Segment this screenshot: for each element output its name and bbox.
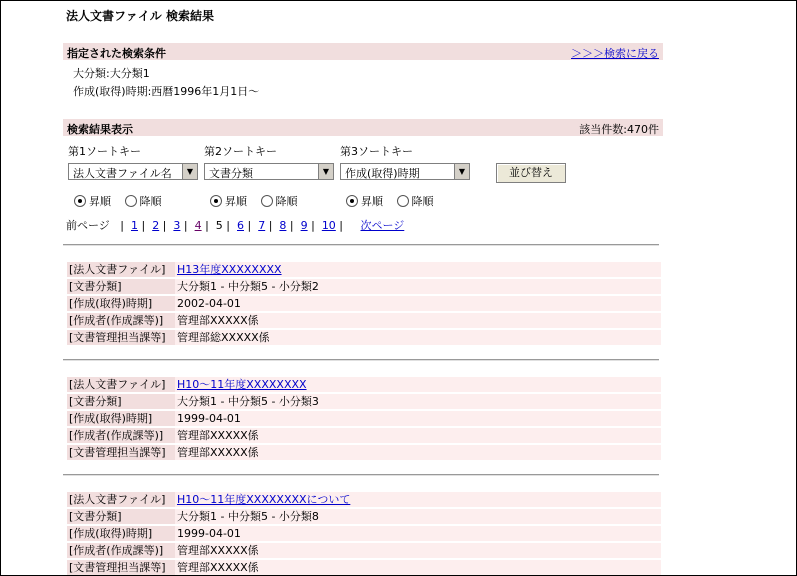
condition-date: 作成(取得)時期:西暦1996年1月1日～ <box>73 85 260 98</box>
divider <box>63 474 659 476</box>
record-key: [法人文書ファイル] <box>67 377 175 392</box>
record-value <box>175 262 661 277</box>
divider <box>63 359 659 361</box>
sort-key-3-order <box>346 193 444 209</box>
record-value: 大分類1 - 中分類5 - 小分類2 <box>175 279 661 294</box>
record-key: [文書管理担当課等] <box>67 330 175 345</box>
current-page: 5 <box>215 219 223 232</box>
sort-key-1-desc-radio[interactable] <box>125 195 137 207</box>
record-key: [法人文書ファイル] <box>67 262 175 277</box>
record-row <box>67 492 659 509</box>
record-key: [文書管理担当課等] <box>67 445 175 460</box>
record-value: 1999-04-01 <box>175 411 661 426</box>
record-key: [作成者(作成課等)] <box>67 313 175 328</box>
record-row <box>67 262 659 279</box>
conditions-header: 指定された検索条件 <box>67 47 166 60</box>
record-value: 管理部XXXXX係 <box>175 445 661 460</box>
result-record <box>67 492 659 576</box>
record-row <box>67 377 659 394</box>
record-value: 管理部XXXXX係 <box>175 543 661 558</box>
record-key: [作成(取得)時期] <box>67 296 175 311</box>
asc-label: 昇順 <box>225 195 247 208</box>
page-link-7[interactable]: 7 <box>258 219 266 232</box>
page-link-8[interactable]: 8 <box>279 219 287 232</box>
sort-key-1-label: 第1ソートキー <box>68 145 141 158</box>
page-link-1[interactable]: 1 <box>130 219 138 232</box>
page-link-9[interactable]: 9 <box>300 219 308 232</box>
record-row <box>67 526 659 543</box>
next-page-link[interactable]: 次ページ <box>360 219 405 232</box>
dropdown-arrow-icon[interactable]: ▼ <box>318 164 333 179</box>
record-key: [作成(取得)時期] <box>67 526 175 541</box>
desc-label: 降順 <box>139 195 162 208</box>
page-link-6[interactable]: 6 <box>237 219 244 232</box>
record-key: [文書管理担当課等] <box>67 560 175 575</box>
record-key: [作成者(作成課等)] <box>67 428 175 443</box>
sort-key-2-value: 文書分類 <box>209 167 253 180</box>
prev-page-label: 前ページ <box>66 219 110 232</box>
record-row <box>67 279 659 296</box>
sort-key-3-value: 作成(取得)時期 <box>345 167 420 180</box>
record-row <box>67 428 659 445</box>
sort-key-1-asc-radio[interactable] <box>74 195 86 207</box>
page-title: 法人文書ファイル 検索結果 <box>66 9 214 23</box>
record-value: 管理部総XXXXX係 <box>175 330 661 345</box>
record-key: [作成(取得)時期] <box>67 411 175 426</box>
asc-label: 昇順 <box>361 195 383 208</box>
record-row <box>67 560 659 576</box>
record-value <box>175 377 661 392</box>
sort-key-3-select[interactable] <box>340 163 470 180</box>
record-key: [文書分類] <box>67 279 175 294</box>
record-value: 2002-04-01 <box>175 296 661 311</box>
sort-key-3-desc-radio[interactable] <box>397 195 409 207</box>
record-value: 管理部XXXXX係 <box>175 428 661 443</box>
record-row <box>67 411 659 428</box>
record-key: [文書分類] <box>67 394 175 409</box>
back-to-search-link[interactable]: ＞＞＞検索に戻る <box>571 47 659 60</box>
result-count: 該当件数:470件 <box>579 123 659 136</box>
record-key: [法人文書ファイル] <box>67 492 175 507</box>
sort-key-3-label: 第3ソートキー <box>340 145 413 158</box>
page-link-2[interactable]: 2 <box>152 219 160 232</box>
record-value: 1999-04-01 <box>175 526 661 541</box>
record-value <box>175 492 661 507</box>
record-value: 管理部XXXXX係 <box>175 313 661 328</box>
desc-label: 降順 <box>275 195 298 208</box>
record-row <box>67 296 659 313</box>
record-value: 大分類1 - 中分類5 - 小分類3 <box>175 394 661 409</box>
dropdown-arrow-icon[interactable]: ▼ <box>182 164 197 179</box>
file-name-link[interactable]: H13年度XXXXXXXX <box>177 263 282 276</box>
record-key: [文書分類] <box>67 509 175 524</box>
record-value: 管理部XXXXX係 <box>175 560 661 575</box>
results-header: 検索結果表示 <box>67 123 133 136</box>
file-name-link[interactable]: H10～11年度XXXXXXXX <box>177 378 307 391</box>
divider <box>63 244 659 246</box>
sort-key-2-order <box>210 193 308 209</box>
record-row <box>67 543 659 560</box>
sort-key-1-value: 法人文書ファイル名 <box>73 167 172 180</box>
sort-key-2-desc-radio[interactable] <box>261 195 273 207</box>
record-row <box>67 509 659 526</box>
record-row <box>67 330 659 347</box>
record-row <box>67 445 659 462</box>
result-record <box>67 262 659 347</box>
desc-label: 降順 <box>411 195 434 208</box>
conditions-header-bar <box>63 43 663 60</box>
record-row <box>67 394 659 411</box>
results-header-bar <box>63 119 663 136</box>
record-key: [作成者(作成課等)] <box>67 543 175 558</box>
page-link-3[interactable]: 3 <box>173 219 181 232</box>
page-link-10[interactable]: 10 <box>321 219 336 232</box>
sort-key-1-order <box>74 193 172 209</box>
sort-key-2-select[interactable] <box>204 163 334 180</box>
asc-label: 昇順 <box>89 195 111 208</box>
page-link-4[interactable]: 4 <box>194 219 202 232</box>
sort-key-1-select[interactable] <box>68 163 198 180</box>
condition-category: 大分類:大分類1 <box>73 67 150 80</box>
result-record <box>67 377 659 462</box>
pagination: 前ページ | 1 | 2 | 3 | 4 | 5 | 6 | 7 | 8 | 9 | 10 | 次ページ <box>66 219 405 232</box>
sort-key-2-label: 第2ソートキー <box>204 145 277 158</box>
sort-key-2-asc-radio[interactable] <box>210 195 222 207</box>
sort-key-3-asc-radio[interactable] <box>346 195 358 207</box>
dropdown-arrow-icon[interactable]: ▼ <box>454 164 469 179</box>
file-name-link[interactable]: H10～11年度XXXXXXXXについて <box>177 493 351 506</box>
record-row <box>67 313 659 330</box>
record-value: 大分類1 - 中分類5 - 小分類8 <box>175 509 661 524</box>
sort-button[interactable]: 並び替え <box>496 163 566 183</box>
